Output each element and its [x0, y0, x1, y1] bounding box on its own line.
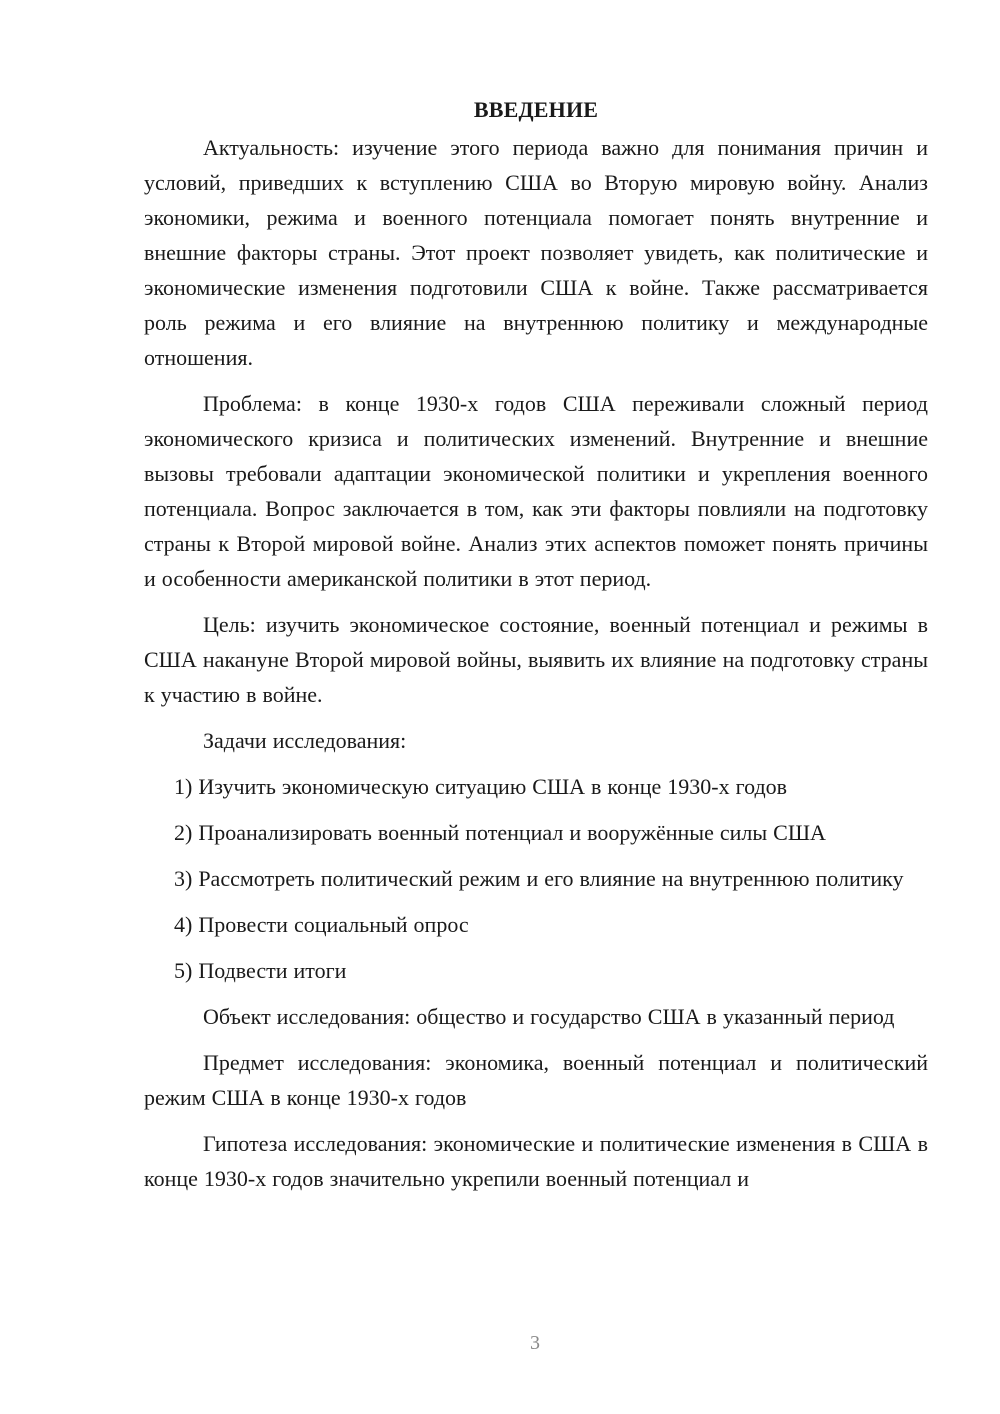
paragraph-object: Объект исследования: общество и государство США в указанный период — [203, 1004, 895, 1029]
task-item-2: 2) Проанализировать военный потенциал и вооружённые силы США — [174, 820, 826, 845]
paragraph-relevance: Актуальность: изучение этого периода важно для понимания причин и условий, приведших к вступлению США во Вторую мировую войну. Анализ экономики, режима и военного потенциала помогает понять внутренние и внешние факторы страны. Этот проект позволяет увидеть, как политические и экономические изменения подготовили США к войне. Также рассматривается роль режима и его влияние на внутреннюю политику и международные отношения. — [144, 135, 928, 370]
paragraph-hypothesis: Гипотеза исследования: экономические и политические изменения в США в конце 1930-х годов значительно укрепили военный потенциал и — [144, 1131, 928, 1191]
paragraph-subject: Предмет исследования: экономика, военный потенциал и политический режим США в конце 1930-х годов — [144, 1050, 928, 1110]
paragraph-problem: Проблема: в конце 1930-х годов США переживали сложный период экономического кризиса и политических изменений. Внутренние и внешние вызовы требовали адаптации экономической политики и укрепления военного потенциала. Вопрос заключается в том, как эти факторы повлияли на подготовку страны к Второй мировой войне. Анализ этих аспектов поможет понять причины и особенности американской политики в этот период. — [144, 391, 928, 591]
task-item-1: 1) Изучить экономическую ситуацию США в конце 1930-х годов — [174, 774, 788, 799]
page-title: ВВЕДЕНИЕ — [473, 97, 599, 122]
task-item-3: 3) Рассмотреть политический режим и его влияние на внутреннюю политику — [174, 866, 904, 891]
paragraph-goal: Цель: изучить экономическое состояние, военный потенциал и режимы в США накануне Второй мировой войны, выявить их влияние на подготовку страны к участию в войне. — [144, 612, 928, 707]
page-content — [144, 92, 928, 1207]
task-item-5: 5) Подвести итоги — [174, 958, 347, 983]
task-item-4: 4) Провести социальный опрос — [174, 912, 469, 937]
tasks-heading: Задачи исследования: — [203, 728, 407, 753]
page-number: 3 — [530, 1332, 540, 1354]
